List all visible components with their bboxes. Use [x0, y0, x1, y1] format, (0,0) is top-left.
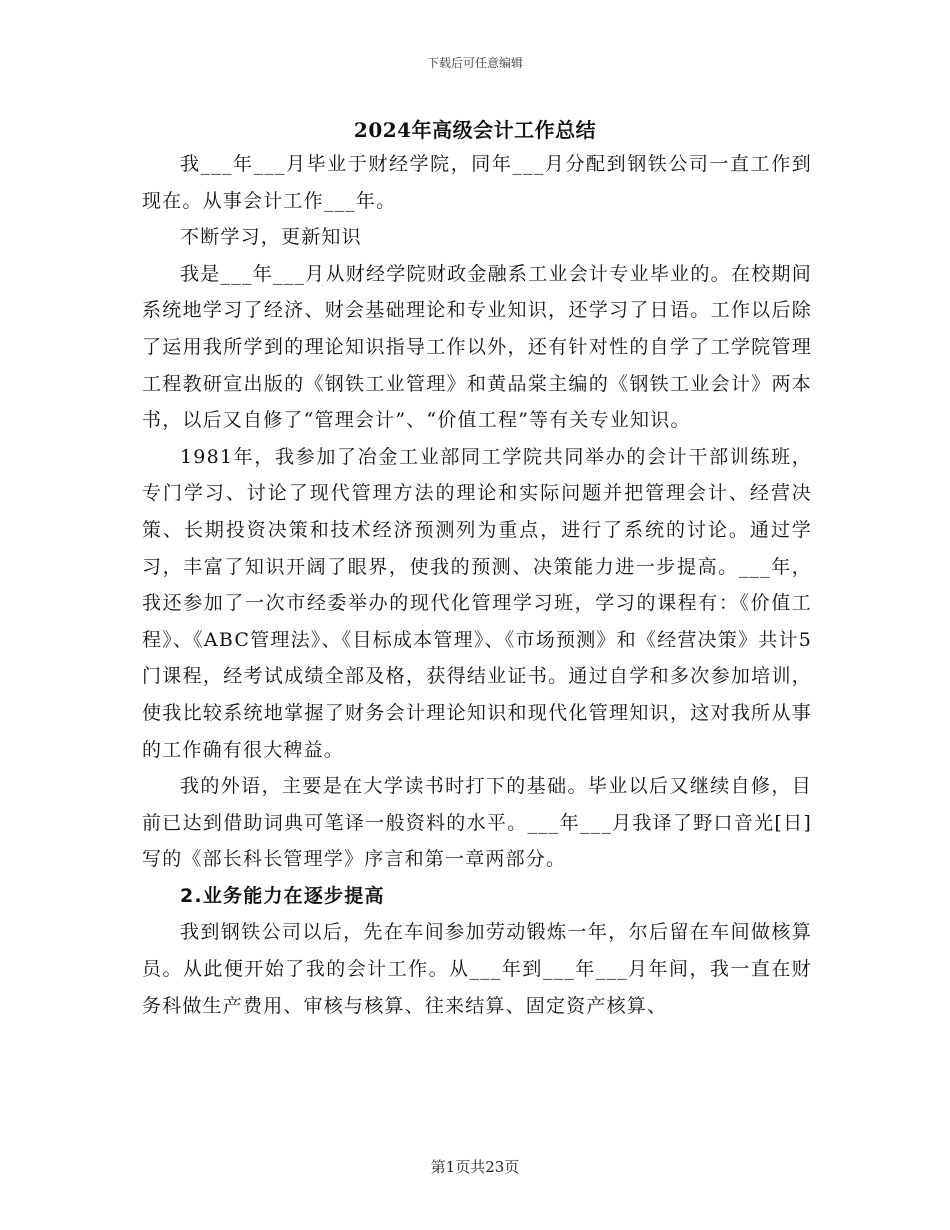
section-heading-learning: 不断学习，更新知识	[180, 226, 362, 249]
document-title: 2024年高级会计工作总结	[353, 118, 597, 142]
page-footer: 第1页共23页	[430, 1158, 520, 1176]
paragraph-education: 我是___年___月从财经学院财政金融系工业会计专业毕业的。在校期间系统地学习了经济、财会基础理论和专业知识，还学习了日语。工作以后除了运用我所学到的理论知识指导工作以外，还有针对性的自学了工学院管理工程教研宣出版的《钢铁工业管理》和黄品棠主编的《钢铁工业会计》两本书，以后又自修了“管理会计”、“价值工程”等有关专业知识。	[142, 262, 812, 432]
header-note: 下载后可任意编辑	[426, 56, 523, 70]
paragraph-work-history: 我到钢铁公司以后，先在车间参加劳动锻炼一年，尔后留在车间做核算员。从此便开始了我的会计工作。从___年到___年___月年间，我一直在财务科做生产费用、审核与核算、往来结算、固定资产核算、	[142, 921, 812, 1017]
document-body	[142, 146, 812, 1024]
paragraph-language: 我的外语，主要是在大学读书时打下的基础。毕业以后又继续自修，目前已达到借助词典可笔译一般资料的水平。___年___月我译了野口音光[日]写的《部长科长管理学》序言和第一章两部分。	[142, 775, 812, 871]
paragraph-intro: 我___年___月毕业于财经学院，同年___月分配到钢铁公司一直工作到现在。从事会计工作___年。	[142, 153, 812, 212]
section-heading-ability: 2.业务能力在逐步提高	[180, 884, 385, 907]
paragraph-training: 1981年，我参加了冶金工业部同工学院共同举办的会计干部训练班，专门学习、讨论了现代管理方法的理论和实际问题并把管理会计、经营决策、长期投资决策和技术经济预测列为重点，进行了系统的讨论。通过学习，丰富了知识开阔了眼界，使我的预测、决策能力进一步提高。___年，我还参加了一次市经委举办的现代化管理学习班，学习的课程有：《价值工程》、《ABC管理法》、《目标成本管理》、《市场预测》和《经营决策》共计5门课程，经考试成绩全部及格，获得结业证书。通过自学和多次参加培训，使我比较系统地掌握了财务会计理论知识和现代化管理知识，这对我所从事的工作确有很大稗益。	[142, 445, 812, 761]
